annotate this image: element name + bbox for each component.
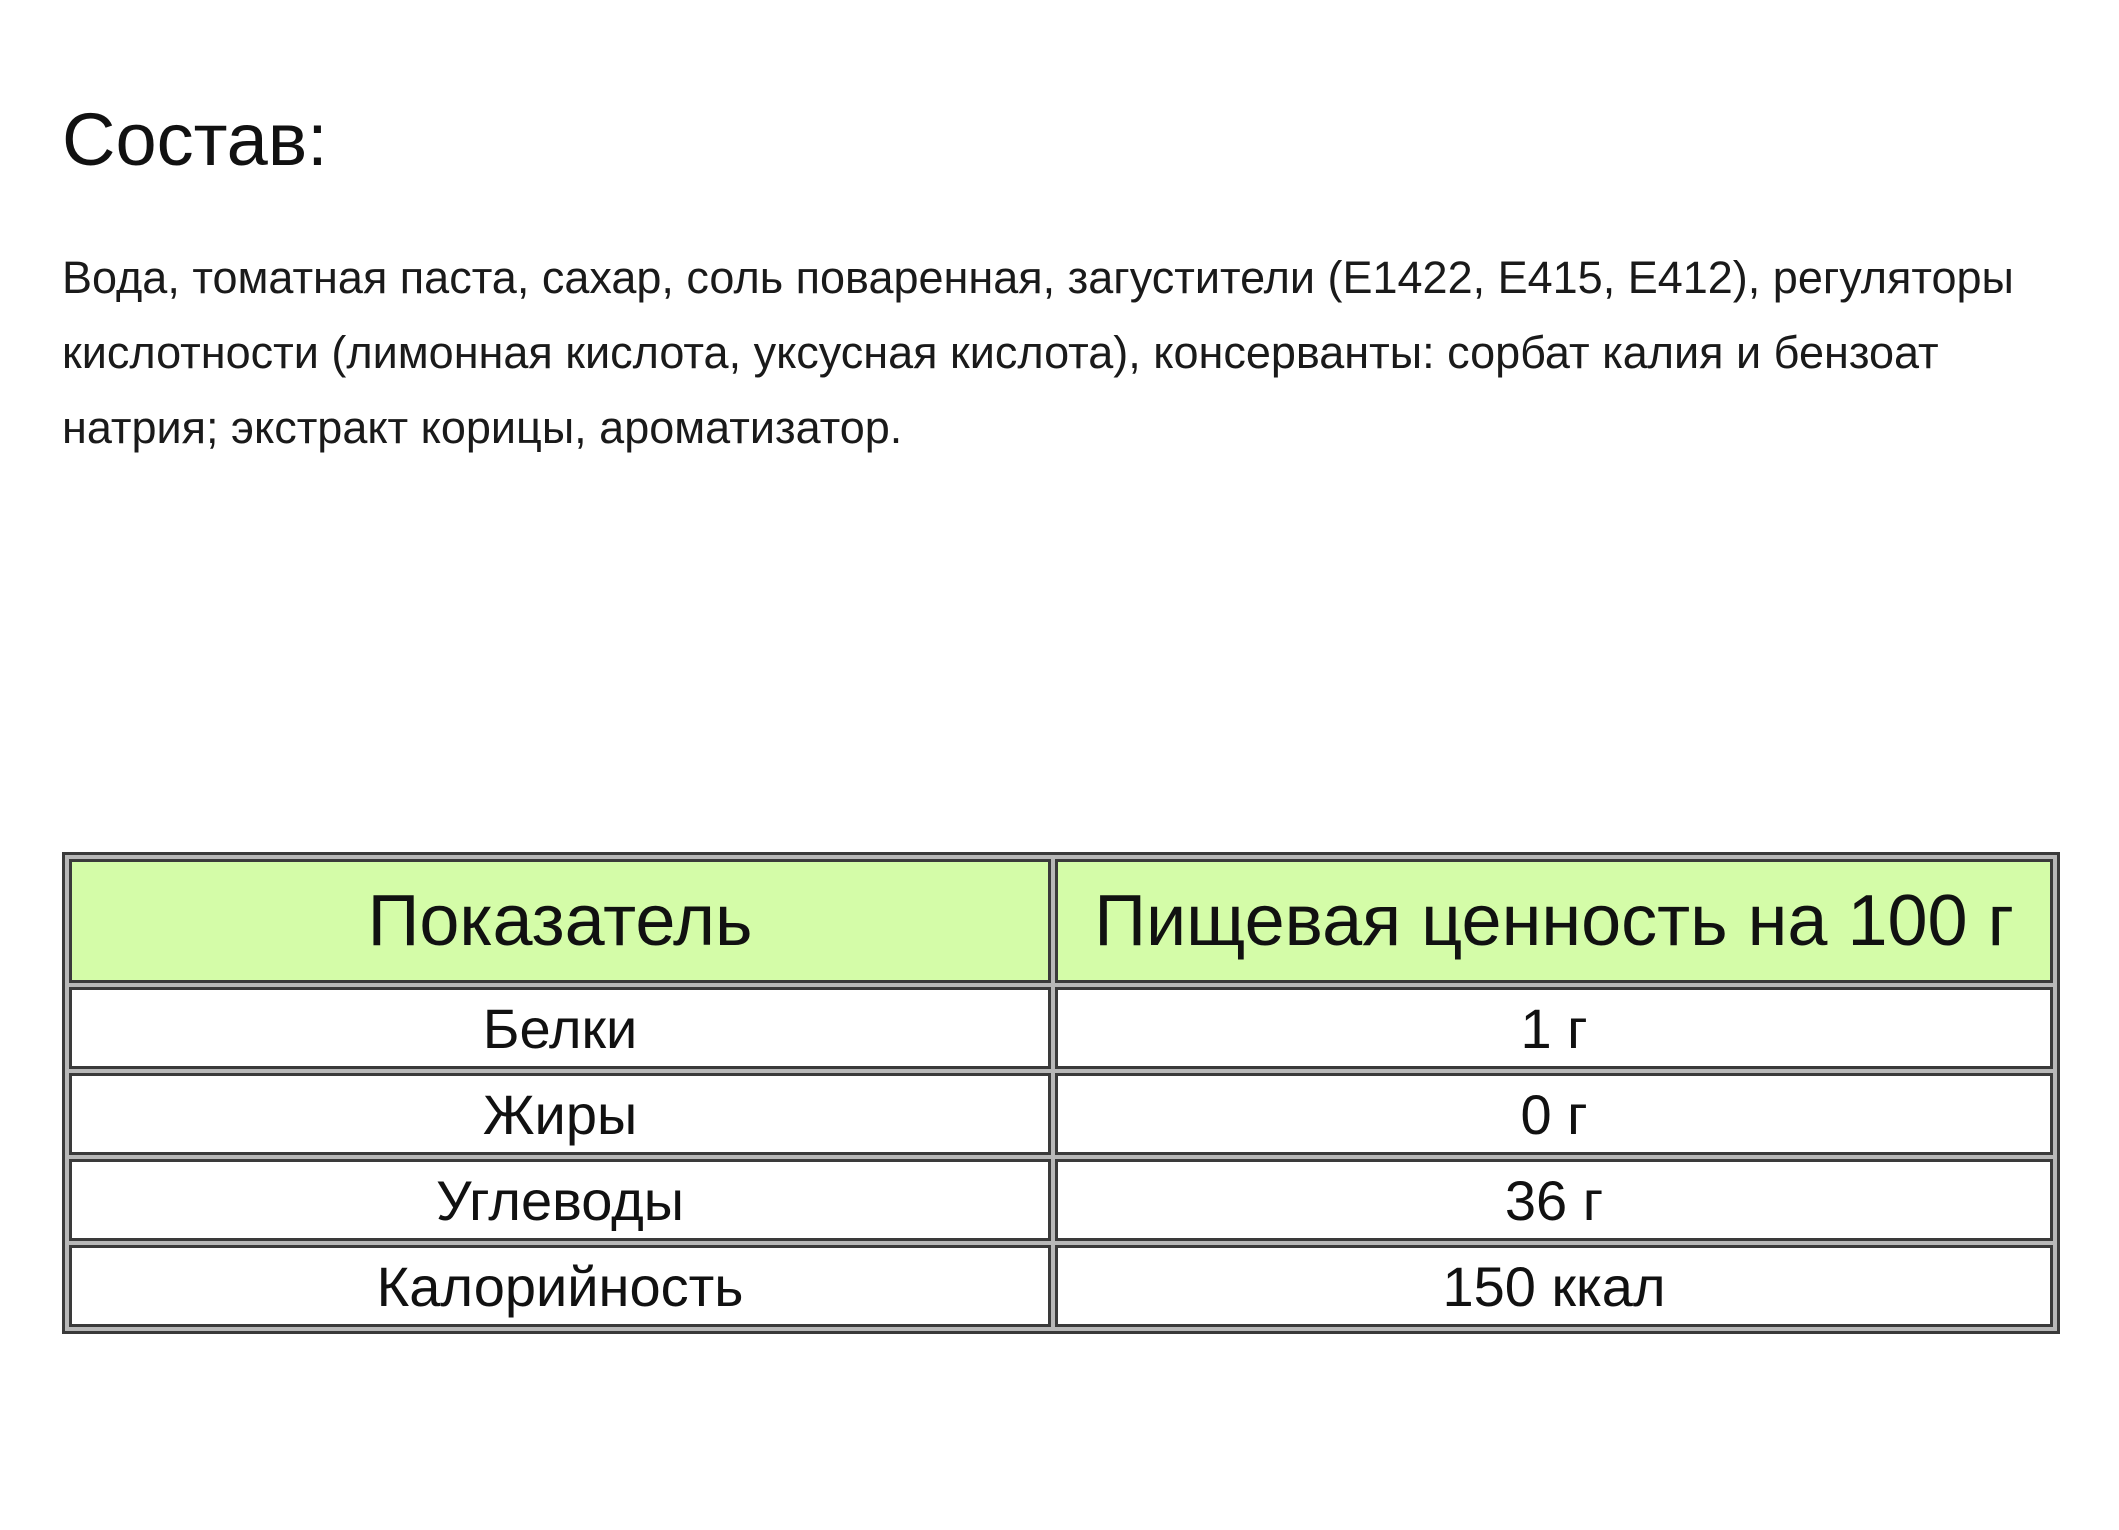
table-row	[69, 1245, 2053, 1327]
row-label: Углеводы	[69, 1159, 1051, 1241]
table-row	[69, 1159, 2053, 1241]
table-row	[69, 987, 2053, 1069]
header-nutrition-value: Пищевая ценность на 100 г	[1055, 859, 2053, 983]
row-label: Жиры	[69, 1073, 1051, 1155]
row-label: Белки	[69, 987, 1051, 1069]
row-label: Калорийность	[69, 1245, 1051, 1327]
row-value: 0 г	[1055, 1073, 2053, 1155]
table-row	[69, 1073, 2053, 1155]
row-value: 1 г	[1055, 987, 2053, 1069]
row-value: 36 г	[1055, 1159, 2053, 1241]
header-indicator: Показатель	[69, 859, 1051, 983]
composition-text: Вода, томатная паста, сахар, соль поваренная, загустители (Е1422, Е415, Е412), регуляторы кислотности (лимонная кислота, уксусная кислота), консерванты: сорбат калия и бензоат натрия; экстракт корицы, ароматизатор.	[62, 252, 2014, 453]
composition-heading: Состав:	[62, 98, 328, 181]
row-value: 150 ккал	[1055, 1245, 2053, 1327]
nutrition-table	[62, 852, 2060, 1334]
table-header-row	[69, 859, 2053, 983]
